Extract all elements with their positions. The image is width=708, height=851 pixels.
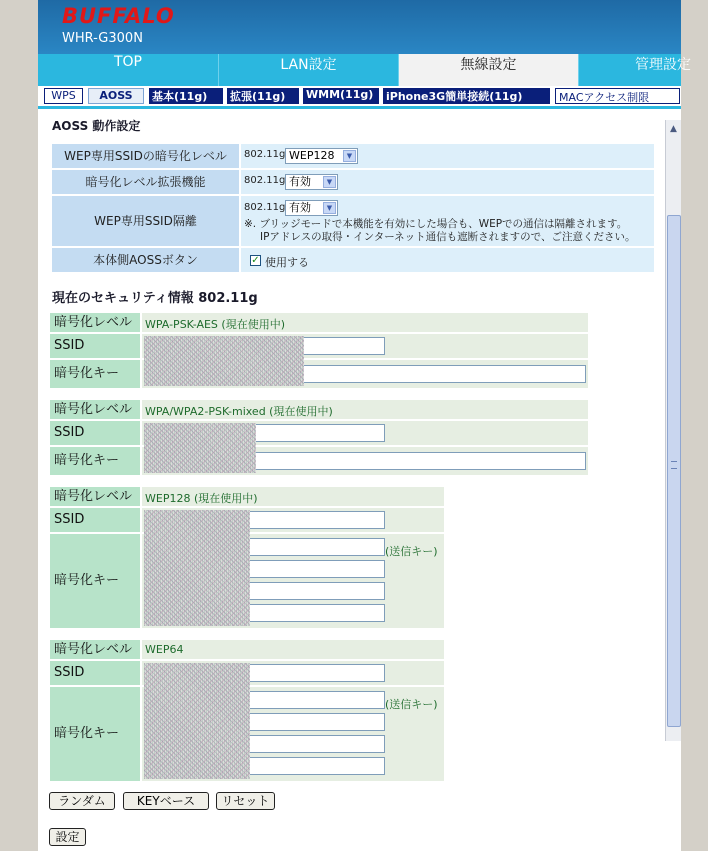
wep-isolate-note-1: ※. ブリッジモードで本機能を有効にした場合も、WEPでの通信は隔離されます。	[244, 218, 628, 230]
level-cell-3	[142, 487, 444, 506]
aoss-button-checkbox[interactable]: ✓	[251, 255, 260, 266]
aoss-section-title: AOSS 動作設定	[52, 119, 141, 133]
redacted-area-1	[144, 336, 304, 386]
level-value-2: WPA/WPA2-PSK-mixed (現在使用中)	[145, 405, 333, 418]
wep-isolate-label: WEP専用SSID隔離	[52, 196, 239, 246]
wep-isolate-value: 有効	[289, 201, 311, 214]
chevron-down-icon: ▼	[343, 150, 356, 162]
ssid-label-2: SSID	[50, 421, 140, 445]
aoss-button-checkbox-label: 使用する	[265, 256, 309, 269]
chevron-down-icon: ▼	[323, 176, 336, 188]
enc-ext-mode: 802.11g	[244, 175, 286, 186]
level-cell-4	[142, 640, 444, 659]
subtab-extended[interactable]: 拡張(11g)	[227, 88, 299, 104]
wep-ssid-level-mode: 802.11g	[244, 149, 286, 160]
wep-ssid-level-value: WEP128	[289, 149, 335, 162]
tab-wireless-settings[interactable]: 無線設定	[398, 54, 578, 86]
tab-top[interactable]: TOP	[113, 54, 142, 70]
level-label-2: 暗号化レベル	[50, 400, 140, 419]
vertical-scrollbar[interactable]	[665, 120, 681, 741]
subtab-iphone-easy-connect[interactable]: iPhone3G簡単接続(11g)	[383, 88, 550, 104]
key-base-button[interactable]: KEYベース	[123, 792, 209, 810]
scrollbar-thumb[interactable]	[667, 215, 681, 727]
level-label-3: 暗号化レベル	[50, 487, 140, 506]
subtab-wps[interactable]: WPS	[44, 88, 83, 104]
wep-ssid-level-select[interactable]	[285, 148, 358, 164]
redacted-area-3	[144, 510, 250, 626]
wep-isolate-cell	[241, 196, 654, 246]
router-header	[38, 0, 681, 54]
tab-admin-settings[interactable]: 管理設定	[578, 54, 708, 86]
main-nav	[38, 54, 691, 86]
enc-ext-cell	[241, 170, 654, 194]
grip-icon	[671, 461, 677, 469]
send-key-label-2: (送信キー)	[385, 698, 438, 711]
aoss-button-cell	[241, 248, 654, 272]
reset-button[interactable]: リセット	[216, 792, 275, 810]
ssid-label-1: SSID	[50, 334, 140, 358]
key-label-1: 暗号化キー	[50, 360, 140, 388]
browser-viewport	[38, 0, 691, 851]
model-name: WHR-G300N	[62, 31, 143, 46]
key-label-4: 暗号化キー	[50, 687, 140, 781]
key-label-3: 暗号化キー	[50, 534, 140, 628]
level-cell-1	[142, 313, 588, 332]
send-key-label-1: (送信キー)	[385, 545, 438, 558]
random-button[interactable]: ランダム	[49, 792, 115, 810]
security-info-title: 現在のセキュリティ情報 802.11g	[52, 291, 258, 306]
scroll-up-icon[interactable]: ▲	[670, 124, 677, 134]
subtab-wmm[interactable]: WMM(11g)	[303, 88, 379, 104]
wep-isolate-select[interactable]	[285, 200, 338, 216]
subtab-basic[interactable]: 基本(11g)	[149, 88, 223, 104]
enc-ext-select[interactable]	[285, 174, 338, 190]
ssid-label-4: SSID	[50, 661, 140, 685]
redacted-area-4	[144, 663, 250, 779]
chevron-down-icon: ▼	[323, 202, 336, 214]
enc-ext-label: 暗号化レベル拡張機能	[52, 170, 239, 194]
level-cell-2	[142, 400, 588, 419]
wep-isolate-note-2: IPアドレスの取得・インターネット通信も遮断されますので、ご注意ください。	[260, 231, 636, 243]
tab-lan-settings[interactable]: LAN設定	[218, 54, 398, 86]
level-value-1: WPA-PSK-AES (現在使用中)	[145, 318, 285, 331]
wep-ssid-level-cell	[241, 144, 654, 168]
aoss-button-label: 本体側AOSSボタン	[52, 248, 239, 272]
ssid-label-3: SSID	[50, 508, 140, 532]
apply-button[interactable]: 設定	[49, 828, 86, 846]
subtab-mac-access[interactable]: MACアクセス制限	[555, 88, 680, 104]
redacted-area-2	[144, 423, 256, 473]
level-label-1: 暗号化レベル	[50, 313, 140, 332]
buffalo-logo: BUFFALO	[62, 4, 175, 28]
subtab-aoss[interactable]: AOSS	[88, 88, 144, 104]
level-label-4: 暗号化レベル	[50, 640, 140, 659]
main-content	[38, 110, 681, 851]
sub-nav	[38, 86, 681, 109]
wep-isolate-mode: 802.11g	[244, 202, 286, 213]
enc-ext-value: 有効	[289, 175, 311, 188]
key-label-2: 暗号化キー	[50, 447, 140, 475]
level-value-4: WEP64	[145, 643, 184, 656]
level-value-3: WEP128 (現在使用中)	[145, 492, 258, 505]
wep-ssid-level-label: WEP専用SSIDの暗号化レベル	[52, 144, 239, 168]
